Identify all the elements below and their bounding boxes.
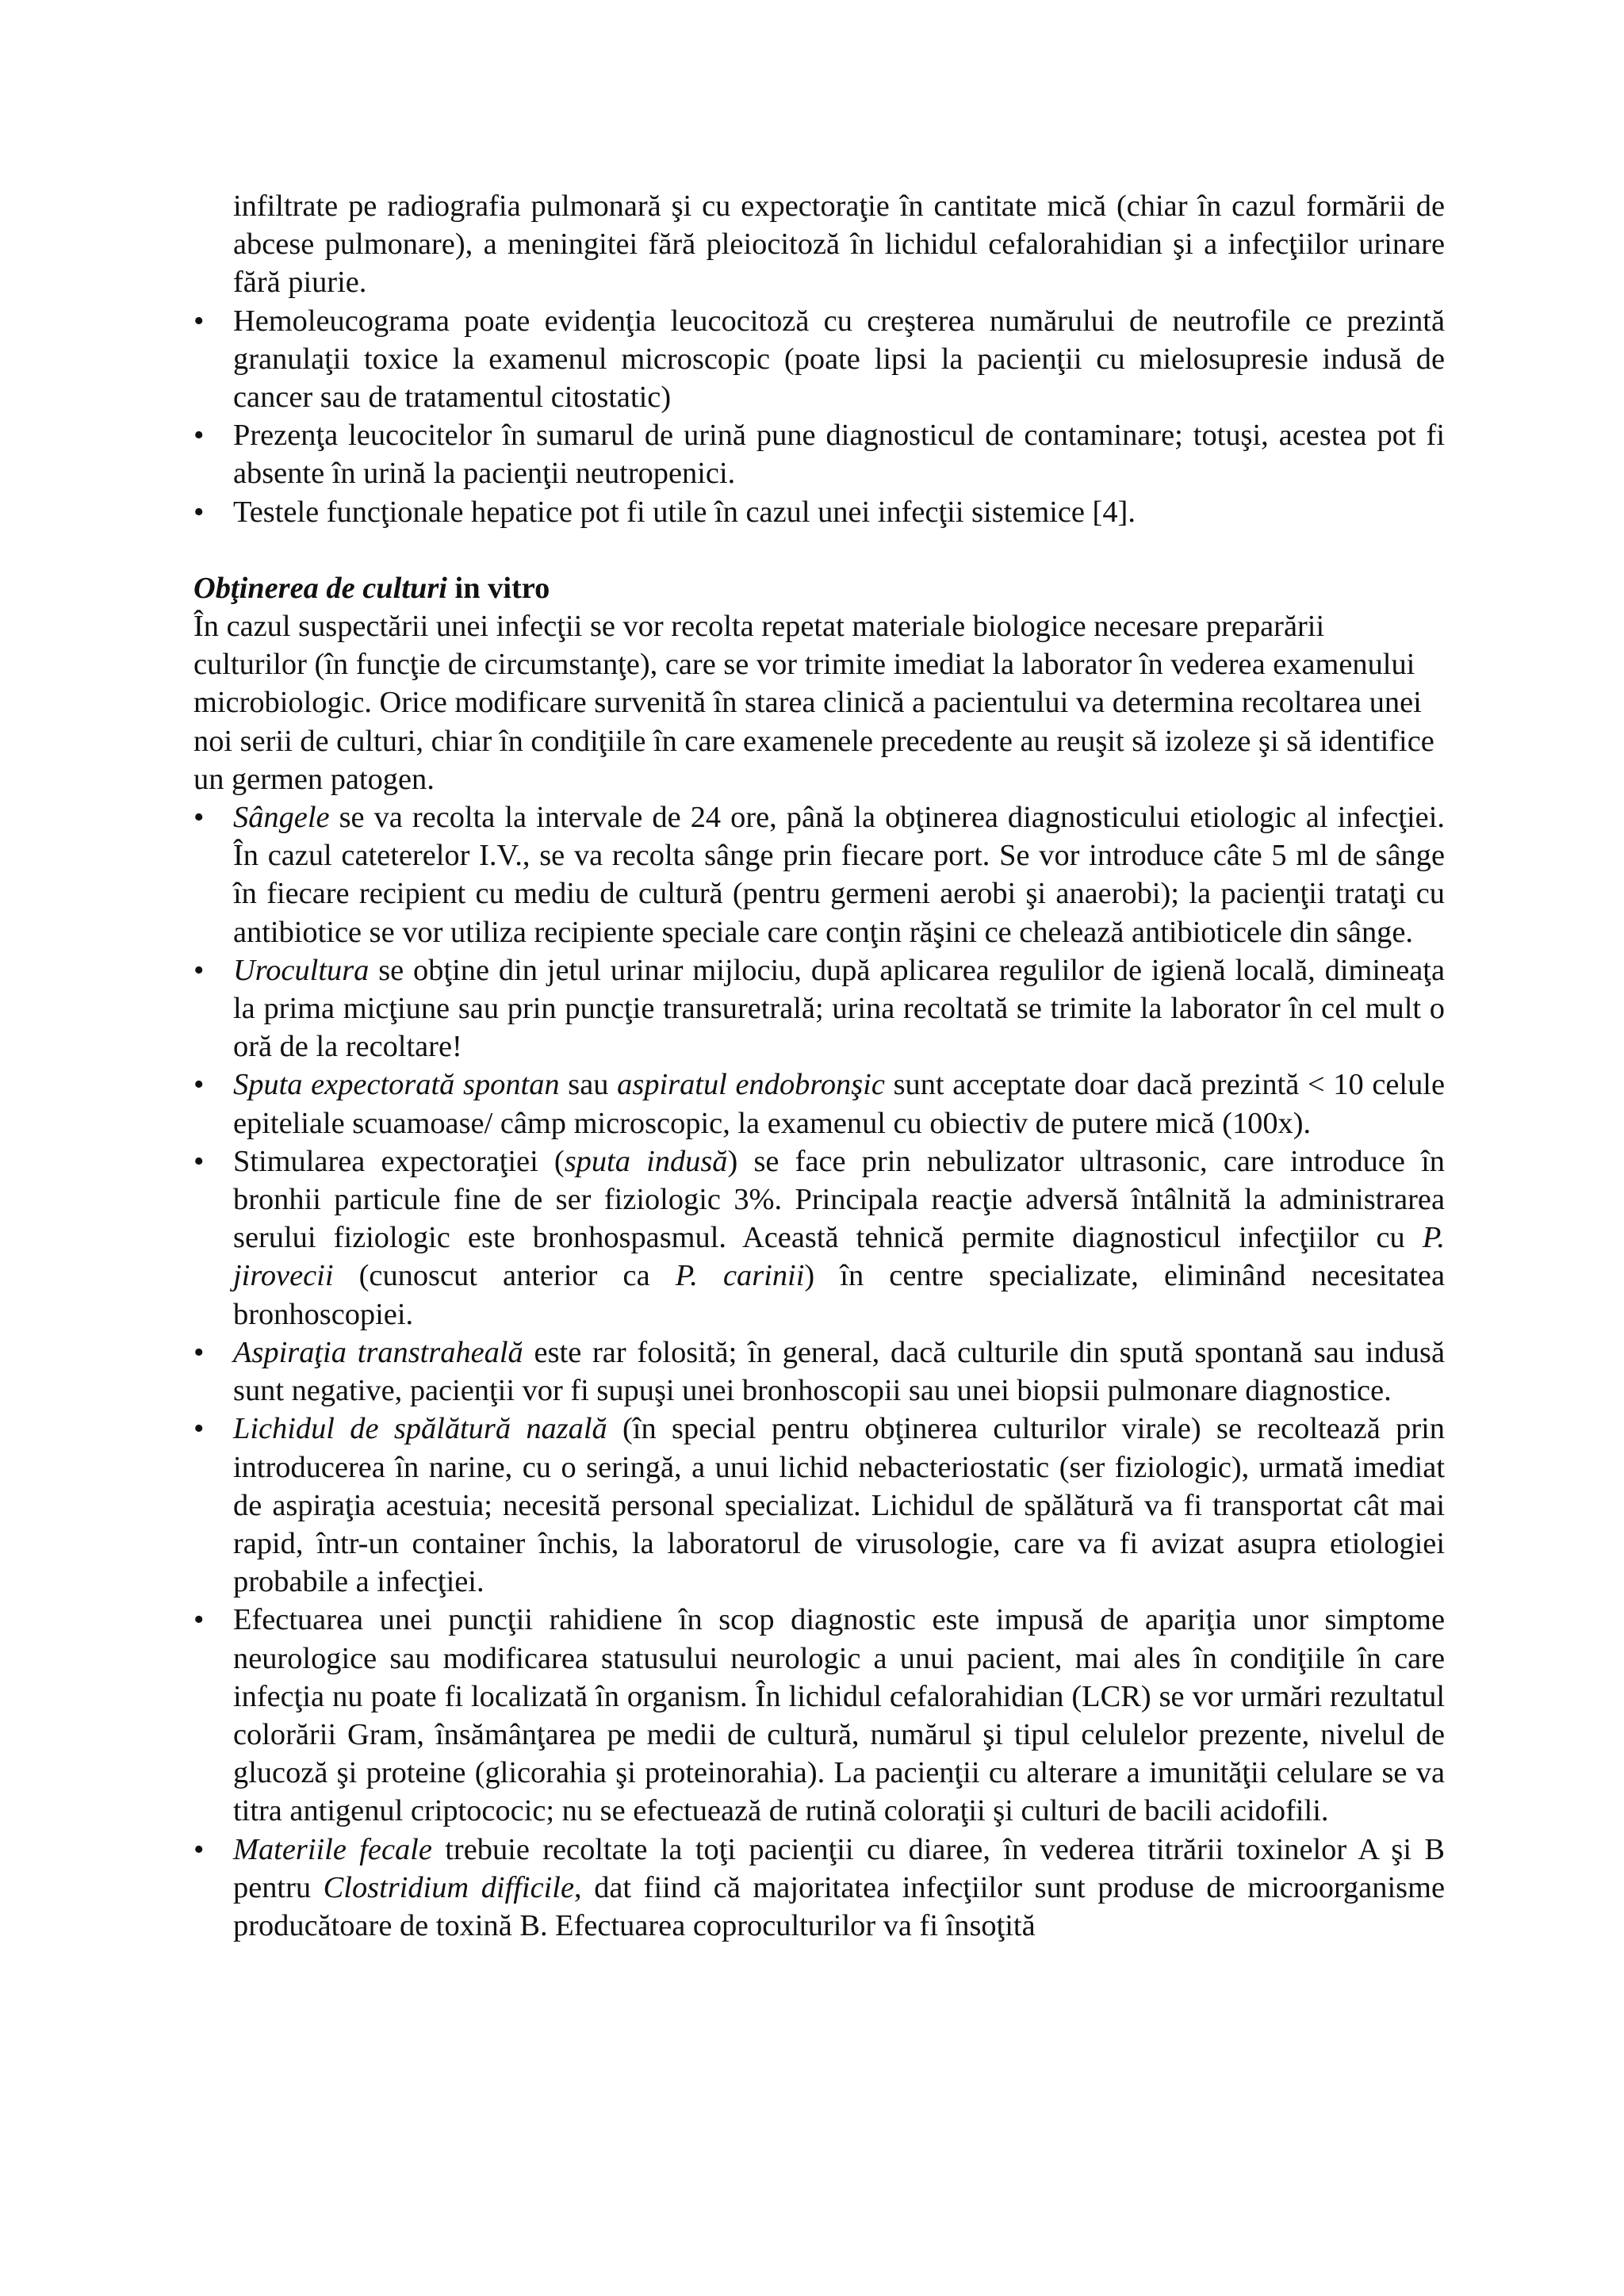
bullet-stimularea: [193, 1142, 1445, 1334]
text-aspiratia: este rar folosită; în general, dacă culturile din spută spontană sau indusă sunt negative, pacienţii vor fi supuşi unei bronhoscopii sau unei biopsii pulmonare diagnostice.: [233, 1335, 1446, 1408]
term-sputa-indusa: sputa indusă: [564, 1144, 728, 1178]
organism-p-carinii: P. carinii: [675, 1259, 805, 1293]
term-fecale: Materiile fecale: [233, 1832, 432, 1866]
bullet-urocultura: [193, 951, 1445, 1066]
bullet-fecale: [193, 1831, 1445, 1946]
text-sputa: sunt acceptate doar dacă prezintă < 10 celule epiteliale scuamoase/ câmp microscopic, la examenul cu obiectiv de putere mică (100x).: [233, 1068, 1445, 1140]
section-heading-rest: in vitro: [446, 571, 550, 605]
organism-p-jirovecii: P. jirovecii: [233, 1221, 1445, 1293]
text-stimularea-mid2: (cunoscut anterior ca: [333, 1259, 676, 1293]
bullet-teste-hepatice: • Testele funcţionale hepatice pot fi utile în cazul unei infecţii sistemice [4].: [193, 493, 1445, 531]
text-fecale: , dat fiind că majoritatea infecţiilor sunt produse de microorganisme producătoare de toxină B. Efectuarea coproculturilor va fi însoţită: [233, 1870, 1445, 1942]
text-fecale-mid: trebuie recoltate la toţi pacienţii cu diaree, în vederea titrării toxinelor A şi B pentru: [233, 1832, 1445, 1904]
term-sange: Sângele: [233, 801, 330, 835]
section-heading-italic: Obţinerea de culturi: [193, 571, 447, 605]
findings-bullet-list: [193, 302, 1445, 531]
bullet-sange: [193, 798, 1445, 951]
text-stimularea-pre: Stimularea expectoraţiei (: [233, 1144, 565, 1178]
text-stimularea-mid: ) se face prin nebulizator ultrasonic, care introduce în bronhii particule fine de ser fiziologic 3%. Principala reacţie adversă întâlnită la administrarea serului fiziologic este bronhospasmul. Această tehnică permite diagnosticul infecţiilor cu: [233, 1144, 1445, 1255]
bullet-aspiratia: [193, 1334, 1445, 1410]
bullet-hemoleucograma: • Hemoleucograma poate evidenţia leucocitoză cu creşterea numărului de neutrofile ce prezintă granulaţii toxice la examenul microscopic (poate lipsi la pacienţii cu mielosupresie indusă de cancer sau de tratamentul citostatic): [193, 302, 1445, 417]
section-paragraph: În cazul suspectării unei infecţii se vor recolta repetat materiale biologice necesare preparării culturilor (în funcţie de circumstanţe), care se vor trimite imediat la laborator în vederea examenului microbiologic. Orice modificare survenită în starea clinică a pacientului va determina recoltarea unei noi serii de culturi, chiar în condiţiile în care examenele precedente au reuşit să izoleze şi să identifice un germen patogen.: [193, 610, 1434, 796]
text-urocultura: se obţine din jetul urinar mijlociu, după aplicarea regulilor de igienă locală, dimineaţa la prima micţiune sau prin puncţie transuretrală; urina recoltată se trimite la laborator în cel mult o oră de la recoltare!: [233, 953, 1445, 1064]
term-aspirat-endobronsic: aspiratul endobronşic: [617, 1068, 885, 1102]
text-sange: se va recolta la intervale de 24 ore, până la obţinerea diagnosticului etiologic al infecţiei. În cazul cateterelor I.V., se va recolta sânge prin fiecare port. Se vor introduce câte 5 ml de sânge în fiecare recipient cu mediu de cultură (pentru germeni aerobi şi anaerobi); la pacienţii trataţi cu antibiotice se vor utiliza recipiente speciale care conţin răşini ce chelează antibioticele din sânge.: [233, 801, 1445, 949]
intro-continuation-paragraph: infiltrate pe radiografia pulmonară şi cu expectoraţie în cantitate mică (chiar în cazul formării de abcese pulmonare), a meningitei fără pleiocitoză în lichidul cefalorahidian şi a infecţiilor urinare fără piurie.: [233, 189, 1445, 300]
text-lichidul: (în special pentru obţinerea culturilor virale) se recoltează prin introducerea în narine, cu o seringă, a unui lichid nebacteriostatic (ser fiziologic), urmată imediat de aspiraţia acestuia; necesită personal specializat. Lichidul de spălătură va fi transportat cât mai rapid, într-un container închis, la laboratorul de virusologie, care va fi avizat asupra etiologiei probabile a infecţiei.: [233, 1412, 1445, 1599]
text-stimularea-post: ) în centre specializate, eliminând necesitatea bronhoscopiei.: [233, 1259, 1445, 1331]
term-lichidul: Lichidul de spălătură nazală: [233, 1412, 607, 1446]
organism-clostridium: Clostridium difficile: [323, 1870, 574, 1904]
bullet-lichidul: [193, 1410, 1445, 1601]
term-aspiratia: Aspiraţia transtraheală: [233, 1335, 523, 1369]
document-body: [193, 187, 1445, 1945]
section-heading: [193, 569, 1445, 607]
text-sputa-sau: sau: [559, 1068, 618, 1102]
term-sputa-spontana: Sputa expectorată spontan: [233, 1068, 560, 1102]
culture-bullet-list: [193, 798, 1445, 1945]
bullet-punctie: • Efectuarea unei puncţii rahidiene în scop diagnostic este impusă de apariţia unor simptome neurologice sau modificarea statusului neurologic a unui pacient, mai ales în condiţiile în care infecţia nu poate fi localizată în organism. În lichidul cefalorahidian (LCR) se vor urmări rezultatul colorării Gram, însămânţarea pe medii de cultură, numărul şi tipul celulelor prezente, nivelul de glucoză şi proteine (glicorahia şi proteinorahia). La pacienţii cu alterare a imunităţii celulare se va titra antigenul criptococic; nu se efectuează de rutină coloraţii şi culturi de bacili acidofili.: [193, 1601, 1445, 1830]
bullet-sputa: [193, 1066, 1445, 1142]
section-spacer: [193, 531, 1445, 569]
bullet-leucocite-urina: • Prezenţa leucocitelor în sumarul de urină pune diagnosticul de contaminare; totuşi, acestea pot fi absente în urină la pacienţii neutropenici.: [193, 416, 1445, 492]
term-urocultura: Urocultura: [233, 953, 370, 987]
